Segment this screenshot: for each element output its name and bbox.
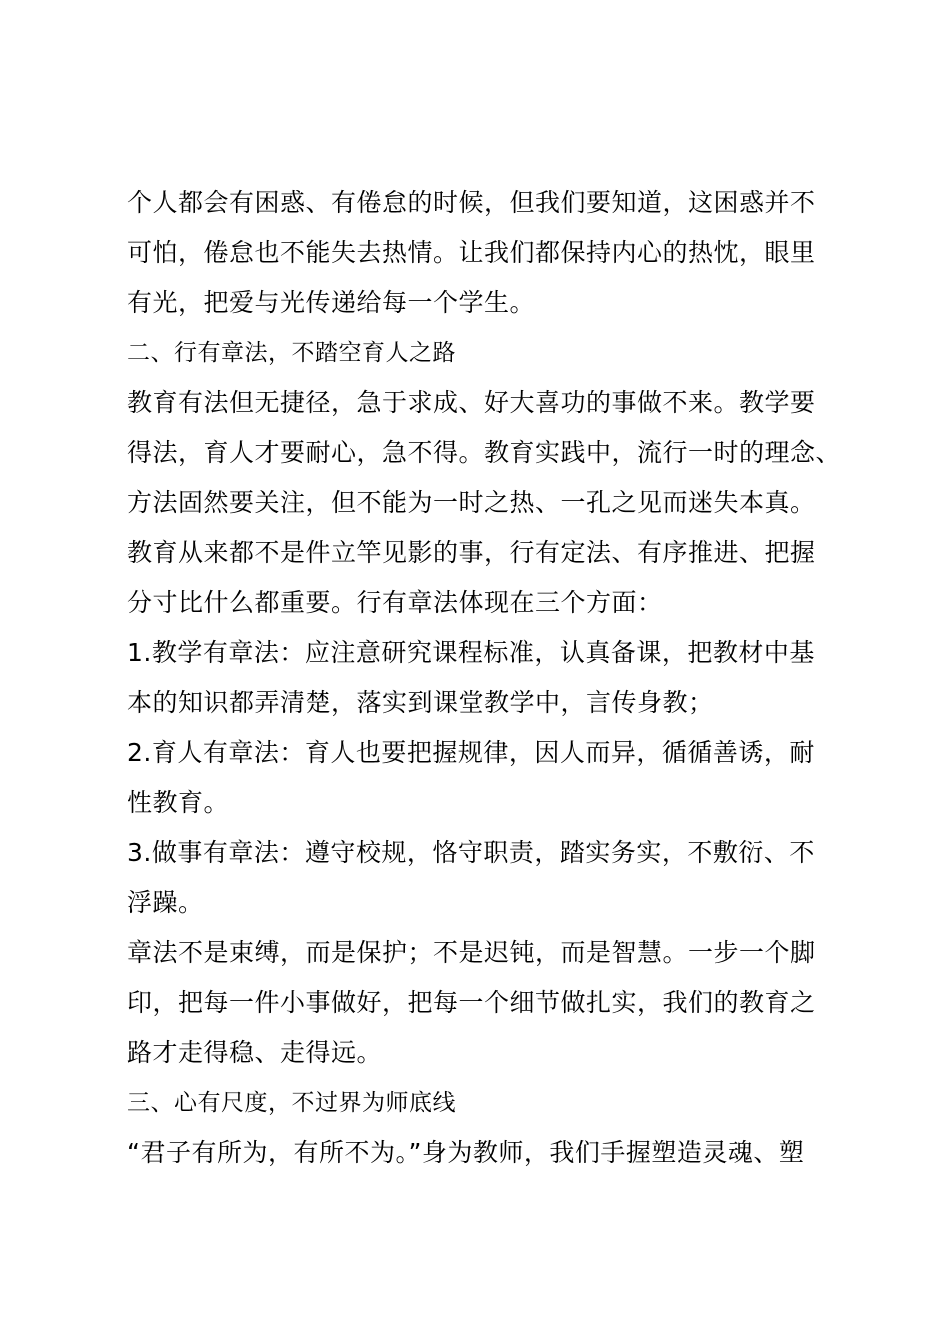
paragraph-section-two-closing (127, 928, 839, 1078)
paragraph-section-three-intro (127, 1128, 839, 1178)
list-item-educating (127, 728, 839, 828)
text-line: 3.做事有章法：遵守校规，恪守职责，踏实务实，不敷衍、不 (127, 838, 815, 867)
paragraph-closing-part-one (127, 178, 839, 328)
text-line: 可怕，倦怠也不能失去热情。让我们都保持内心的热忱，眼里 (127, 238, 816, 267)
text-line: 章法不是束缚，而是保护；不是迟钝，而是智慧。一步一个脚 (127, 938, 816, 967)
text-line: 印，把每一件小事做好，把每一个细节做扎实，我们的教育之 (127, 988, 816, 1017)
text-line: 教育有法但无捷径，急于求成、好大喜功的事做不来。教学要 (127, 388, 816, 417)
text-line: 路才走得稳、走得远。 (127, 1038, 383, 1067)
document-body (127, 178, 842, 1178)
text-line: 得法，育人才要耐心，急不得。教育实践中，流行一时的理念、 (127, 438, 842, 467)
list-item-teaching (127, 628, 839, 728)
text-line: 本的知识都弄清楚，落实到课堂教学中，言传身教； (127, 688, 714, 717)
list-item-working (127, 828, 839, 928)
paragraph-section-two-intro (127, 378, 842, 628)
section-heading-two: 二、行有章法，不踏空育人之路 (127, 340, 456, 366)
text-line: 性教育。 (127, 788, 230, 817)
text-line: 方法固然要关注，但不能为一时之热、一孔之见而迷失本真。 (127, 488, 816, 517)
text-line: 教育从来都不是件立竿见影的事，行有定法、有序推进、把握 (127, 538, 816, 567)
text-line: 有光，把爱与光传递给每一个学生。 (127, 288, 536, 317)
text-line: 分寸比什么都重要。行有章法体现在三个方面： (127, 588, 663, 617)
text-line: 个人都会有困惑、有倦怠的时候，但我们要知道，这困惑并不 (127, 188, 816, 217)
text-line: 2.育人有章法：育人也要把握规律，因人而异，循循善诱，耐 (127, 738, 815, 767)
text-line: 1.教学有章法：应注意研究课程标准，认真备课，把教材中基 (127, 638, 815, 667)
text-line: “君子有所为，有所不为。”身为教师，我们手握塑造灵魂、塑 (127, 1138, 805, 1167)
text-line: 浮躁。 (127, 888, 204, 917)
section-heading-three: 三、心有尺度，不过界为师底线 (127, 1090, 456, 1116)
